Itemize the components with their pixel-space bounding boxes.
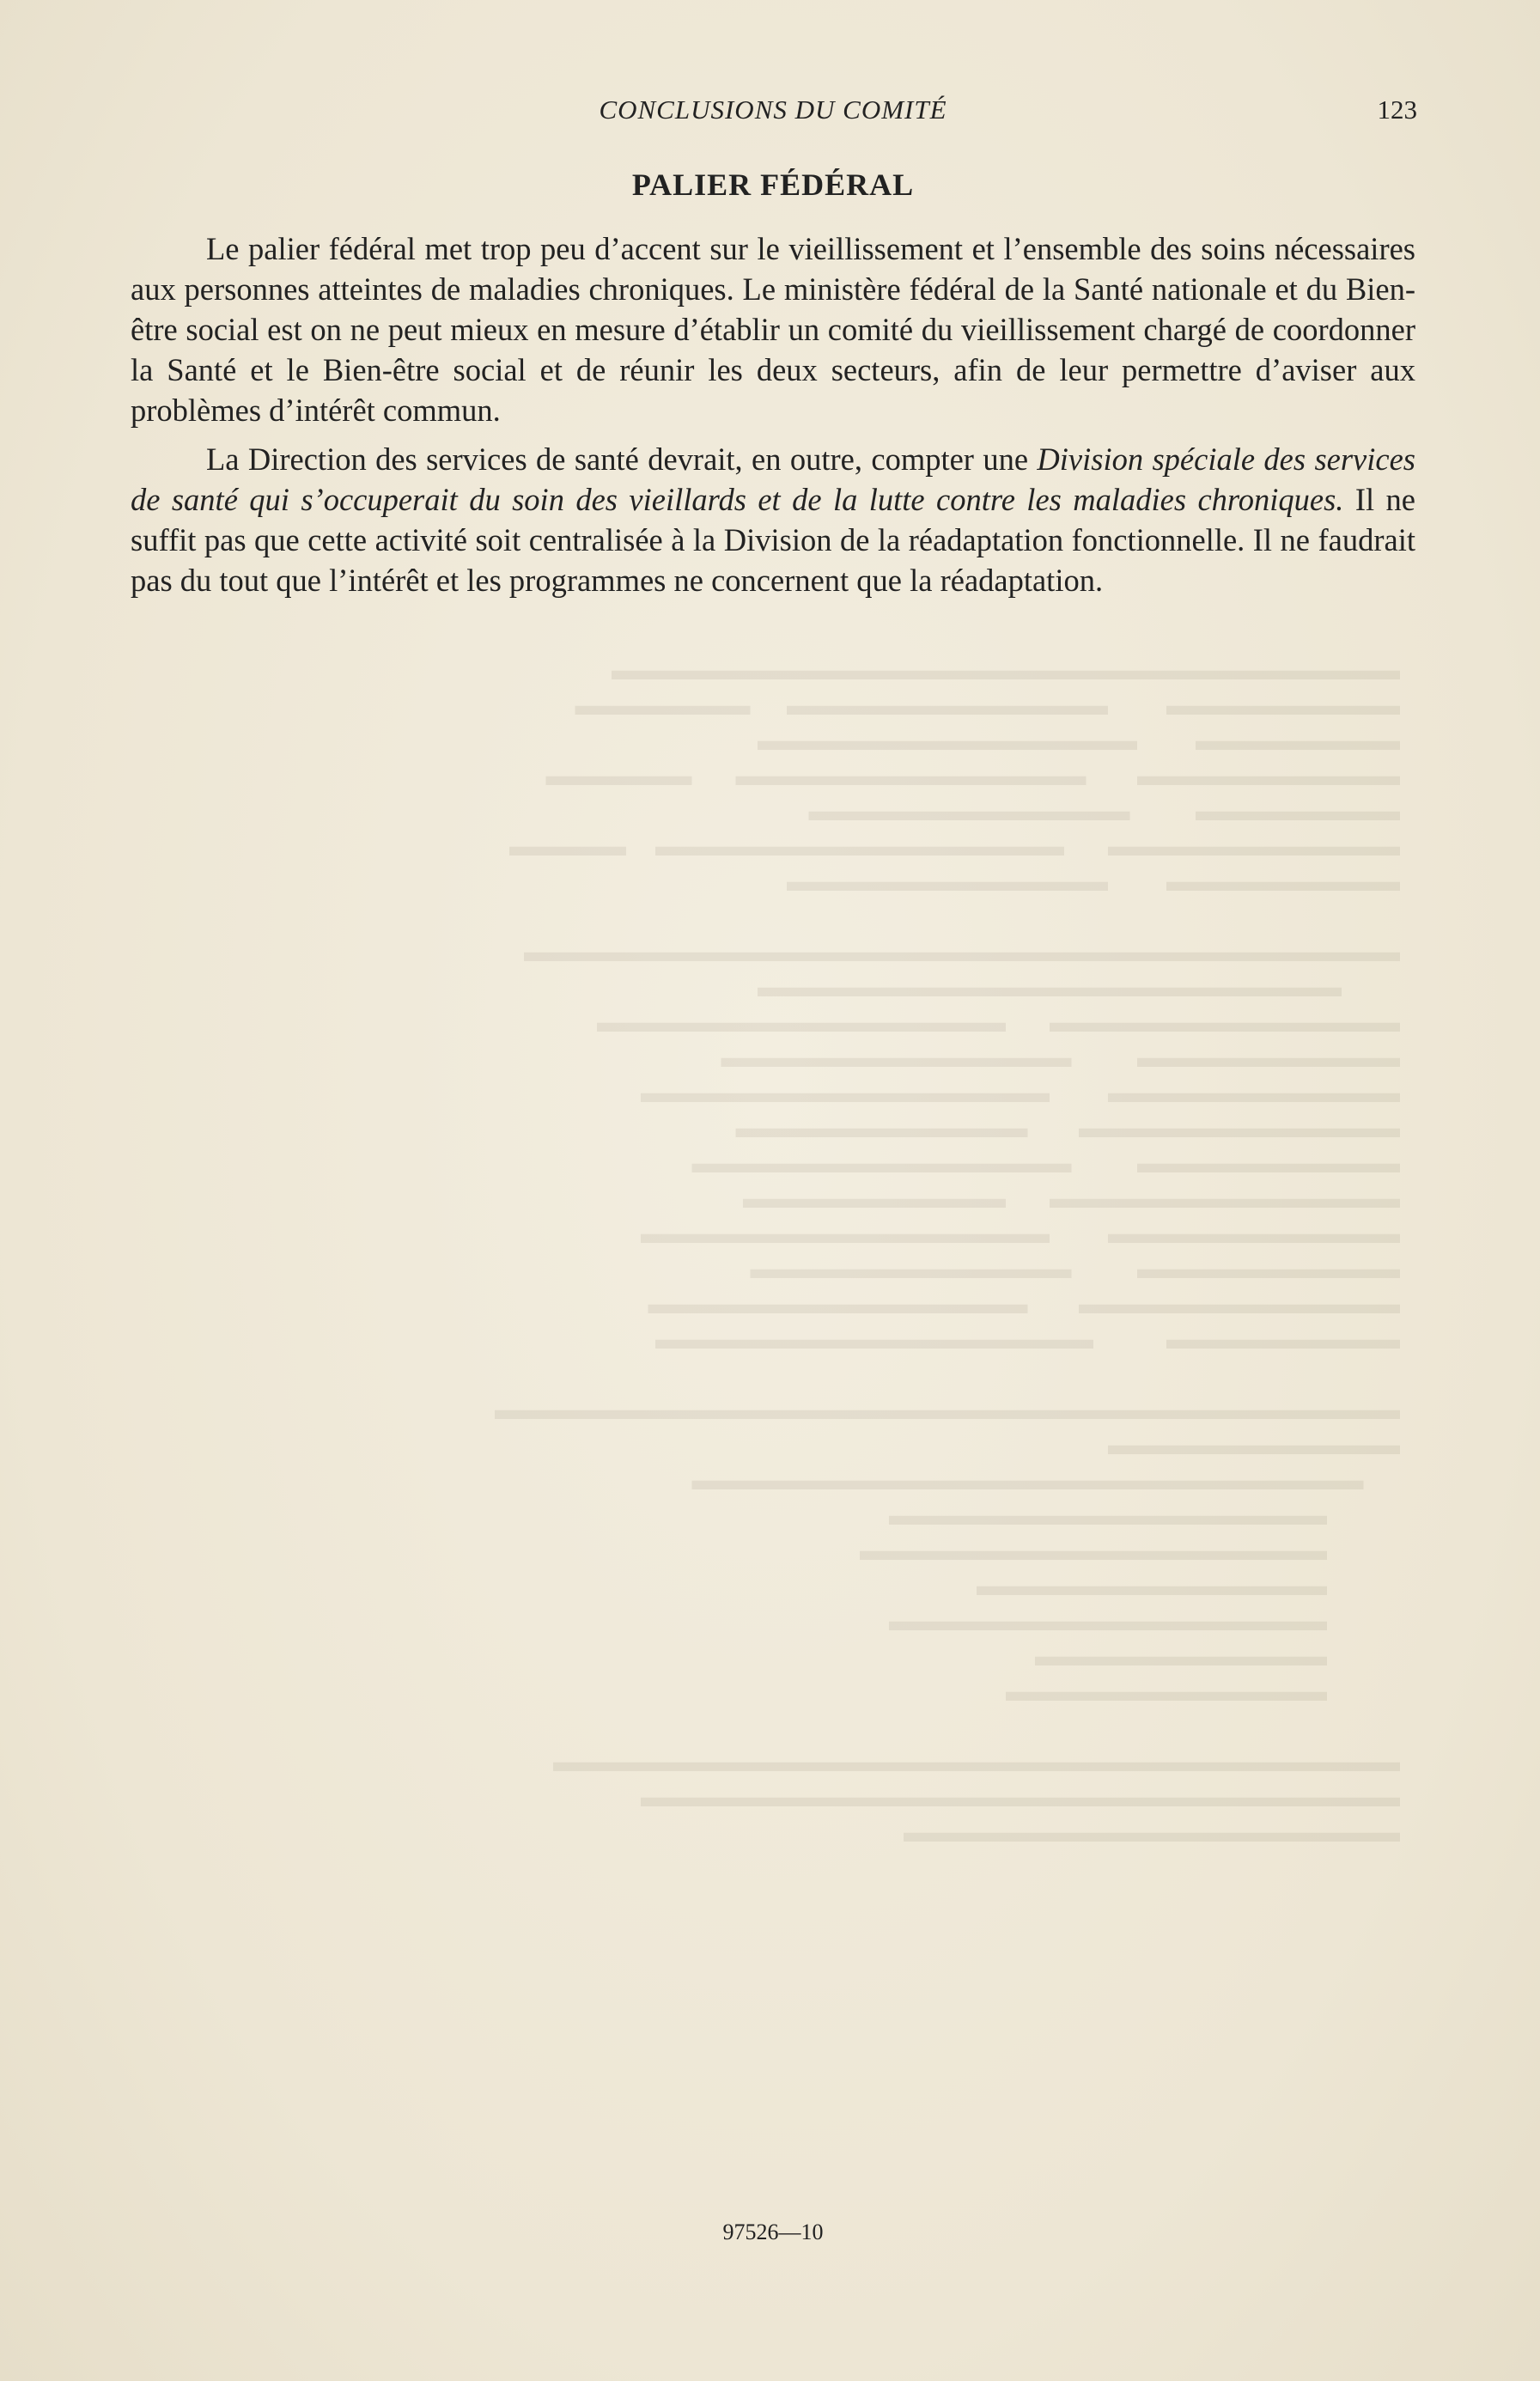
print-code: 97526—10	[722, 2220, 824, 2244]
paragraph-2	[131, 439, 1415, 600]
paragraph-2-italic: Division spéciale des services de santé qui s’occuperait du soin des vieillards et de la lutte contre les maladies chroniques.	[131, 441, 1416, 517]
section-heading: PALIER FÉDÉRAL	[631, 167, 915, 202]
running-head	[129, 94, 1417, 137]
paragraph-2-start: La Direction des services de santé devrait, en outre, compter une	[206, 441, 1038, 477]
body-text	[131, 228, 1415, 609]
paragraph-1: Le palier fédéral met trop peu d’accent sur le vieillissement et l’ensemble des soins nécessaires aux personnes atteintes de maladies chroniques. Le ministère fédéral de la Santé nationale et du Bien-être social est on ne peut mieux en mesure d’établir un comité du vieillissement chargé de coordonner la Santé et le Bien-être social et de réunir les deux secteurs, afin de leur permettre d’aviser aux problèmes d’intérêt commun.	[131, 231, 1415, 428]
show-through-texture: ▬▬▬▬▬▬▬▬▬▬▬▬▬▬▬▬▬▬▬▬▬▬▬▬▬▬▬ ▬▬▬▬▬▬▬▬ ▬▬▬▬▬▬▬▬▬▬▬ ▬▬▬▬▬▬ ▬▬▬▬▬▬▬ ▬▬▬▬▬▬▬▬▬▬▬▬▬ ▬▬▬▬▬▬▬▬▬ ▬▬▬▬▬▬▬▬▬▬▬▬ ▬▬▬▬▬ ▬▬▬▬▬▬▬ ▬▬▬▬▬▬▬▬▬▬▬ ▬▬▬▬▬▬▬▬▬▬ ▬▬▬▬▬▬▬▬▬▬▬▬▬▬ ▬▬▬▬ ▬▬▬▬▬▬▬▬ ▬▬▬▬▬▬▬▬▬▬▬ ▬▬▬▬▬▬▬▬▬▬▬▬▬▬▬▬▬▬▬▬▬▬▬▬▬▬▬▬▬▬ ▬▬▬▬▬▬▬▬▬▬▬▬▬▬▬▬▬▬▬▬ ▬▬▬▬▬▬▬▬▬▬▬▬ ▬▬▬▬▬▬▬▬▬▬▬▬▬▬ ▬▬▬▬▬▬▬▬▬ ▬▬▬▬▬▬▬▬▬▬▬▬ ▬▬▬▬▬▬▬▬▬▬ ▬▬▬▬▬▬▬▬▬▬▬▬▬▬ ▬▬▬▬▬▬▬▬▬▬▬ ▬▬▬▬▬▬▬▬▬▬ ▬▬▬▬▬▬▬▬▬ ▬▬▬▬▬▬▬▬▬▬▬▬▬ ▬▬▬▬▬▬▬▬▬▬▬▬ ▬▬▬▬▬▬▬▬▬ ▬▬▬▬▬▬▬▬▬▬ ▬▬▬▬▬▬▬▬▬▬▬▬▬▬ ▬▬▬▬▬▬▬▬▬ ▬▬▬▬▬▬▬▬▬▬▬ ▬▬▬▬▬▬▬▬▬▬▬ ▬▬▬▬▬▬▬▬▬▬▬▬▬ ▬▬▬▬▬▬▬▬ ▬▬▬▬▬▬▬▬▬▬▬▬▬▬▬ ▬▬▬▬▬▬▬▬▬▬▬▬▬▬▬▬▬▬▬▬▬▬▬▬▬▬▬▬▬▬▬ ▬▬▬▬▬▬▬▬▬▬ ▬▬▬▬▬▬▬▬▬▬▬▬▬▬▬▬▬▬▬▬▬▬▬ ▬▬▬▬▬▬▬▬▬▬▬▬▬▬▬ ▬▬▬▬▬▬▬▬▬▬▬▬▬▬▬▬ ▬▬▬▬▬▬▬▬▬▬▬▬ ▬▬▬▬▬▬▬▬▬▬▬▬▬▬▬ ▬▬▬▬▬▬▬▬▬▬ ▬▬▬▬▬▬▬▬▬▬▬ ▬▬▬▬▬▬▬▬▬▬▬▬▬▬▬▬▬▬▬▬▬▬▬▬▬▬▬▬▬ ▬▬▬▬▬▬▬▬▬▬▬▬▬▬▬▬▬▬▬▬▬▬▬▬▬▬ ▬▬▬▬▬▬▬▬▬▬▬▬▬▬▬▬▬	[495, 655, 1400, 1848]
page-number: 123	[1377, 94, 1417, 125]
running-title: CONCLUSIONS DU COMITÉ	[599, 94, 947, 125]
paragraph-2-end: Il ne suffit pas que cette activité soit centralisée à la Division de la réadaptation fonctionnelle. Il ne faudrait pas du tout que l’intérêt et les programmes ne concernent que la réadaptation.	[131, 482, 1415, 598]
